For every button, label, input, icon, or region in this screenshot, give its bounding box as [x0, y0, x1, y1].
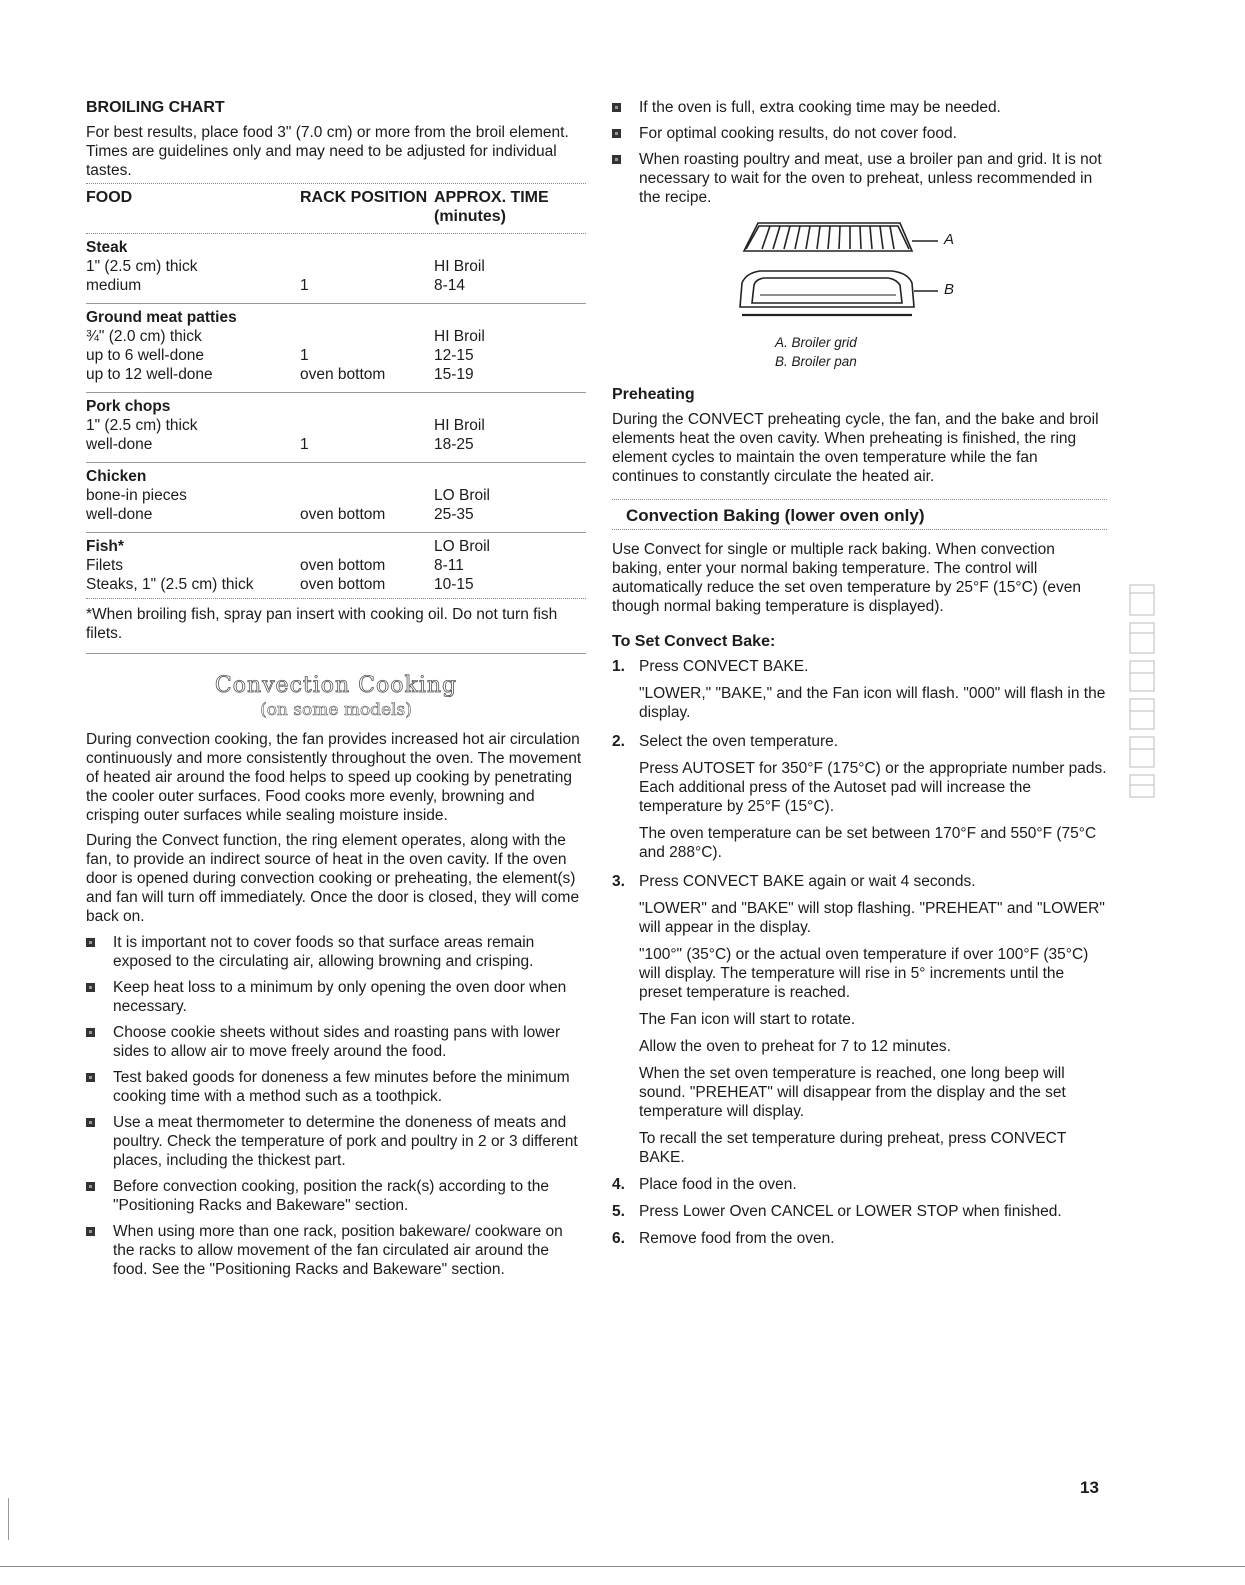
table-row	[86, 556, 586, 575]
step-number: 5.	[612, 1203, 625, 1220]
bullet-text: If the oven is full, extra cooking time may be needed.	[639, 99, 1001, 116]
row-food: well-done	[86, 436, 153, 453]
row-rack: 1	[300, 277, 309, 294]
bullet-text: When using more than one rack, position bakeware/ cookware on the racks to allow movement of the fan circulated air around the food. See the "Positioning Racks and Bakeware" section.	[113, 1223, 563, 1278]
broiling-group	[86, 308, 586, 384]
group-divider	[86, 462, 586, 463]
table-row	[86, 505, 586, 524]
bullet-text: It is important not to cover foods so that surface areas remain exposed to the circulating air, allowing browning and crisping.	[113, 934, 535, 970]
figure-caption-b: B. Broiler pan	[775, 354, 857, 369]
table-row	[86, 575, 586, 594]
row-time: 25-35	[434, 506, 474, 523]
broiler-figure	[612, 219, 1107, 379]
header-rack: RACK POSITION	[300, 189, 428, 206]
table-row	[86, 346, 586, 365]
step-text: Place food in the oven.	[639, 1176, 797, 1193]
bullet-text: Use a meat thermometer to determine the doneness of meats and poultry. Check the temperature of pork and poultry in 2 or 3 different places, including the thickest part.	[113, 1114, 578, 1169]
group-title-time	[434, 308, 586, 327]
row-rack	[300, 486, 434, 505]
row-food: Filets	[86, 557, 124, 574]
bullet-square-icon	[86, 983, 95, 992]
left-column	[86, 98, 586, 1279]
divider	[86, 598, 586, 599]
step-detail: Allow the oven to preheat for 7 to 12 minutes.	[639, 1038, 951, 1055]
row-time: LO Broil	[434, 487, 490, 504]
group-title: Pork chops	[86, 398, 171, 415]
divider	[612, 499, 1107, 500]
group-title: Steak	[86, 239, 128, 256]
step-number: 6.	[612, 1230, 625, 1247]
bullet-square-icon	[612, 103, 621, 112]
page-number: 13	[1080, 1478, 1099, 1497]
step-item	[612, 1175, 1107, 1194]
divider	[612, 529, 1107, 530]
group-title-rack	[300, 308, 434, 327]
table-row	[86, 276, 586, 295]
row-time: 15-19	[434, 366, 474, 383]
list-item	[86, 978, 586, 1016]
row-food: well-done	[86, 506, 153, 523]
row-time: 10-15	[434, 576, 474, 593]
step-detail: The oven temperature can be set between 170°F and 550°F (75°C and 288°C).	[639, 825, 1097, 861]
bullet-square-icon	[86, 1028, 95, 1037]
preheating-text: During the CONVECT preheating cycle, the fan, and the bake and broil elements heat the oven cavity. When preheating is finished, the ring element cycles to maintain the oven temperature while the fan continues to constantly circulate the heated air.	[612, 411, 1099, 485]
row-time: 8-11	[434, 557, 464, 574]
group-title-row	[86, 238, 586, 257]
step-detail: When the set oven temperature is reached, one long beep will sound. "PREHEAT" will disappear from the display and the set temperature will display.	[639, 1065, 1066, 1120]
header-time: APPROX. TIME (minutes)	[434, 189, 549, 225]
bullet-text: For optimal cooking results, do not cover food.	[639, 125, 957, 142]
figure-caption-a: A. Broiler grid	[775, 335, 857, 350]
step-text: Press CONVECT BAKE again or wait 4 seconds.	[639, 873, 976, 890]
row-rack	[300, 257, 434, 276]
divider	[86, 233, 586, 234]
broiler-grid-icon	[744, 223, 938, 251]
step-number: 2.	[612, 733, 625, 750]
row-rack: 1	[300, 347, 309, 364]
step-detail: Press AUTOSET for 350°F (175°C) or the appropriate number pads. Each additional press of the Autoset pad will increase the temperature by 25°F (15°C).	[639, 760, 1107, 815]
table-row	[86, 486, 586, 505]
table-row	[86, 257, 586, 276]
row-time: 8-14	[434, 277, 466, 294]
group-title-time	[434, 397, 586, 416]
step-number: 4.	[612, 1176, 625, 1193]
divider	[86, 183, 586, 184]
row-rack: oven bottom	[300, 366, 386, 383]
broiling-groups	[86, 238, 586, 594]
scan-mark	[8, 1498, 9, 1540]
bullet-text: Choose cookie sheets without sides and roasting pans with lower sides to allow air to move freely around the food.	[113, 1024, 561, 1060]
table-header	[86, 188, 586, 226]
bottom-rule	[0, 1566, 1245, 1567]
row-food: bone-in pieces	[86, 487, 187, 504]
table-row	[86, 365, 586, 384]
side-tab-mark	[1128, 583, 1156, 801]
table-row	[86, 327, 586, 346]
convection-baking-text: Use Convect for single or multiple rack baking. When convection baking, enter your normal baking temperature. The control will automatically reduce the set oven temperature by 25°F (15°C) (even though normal baking temperature is displayed).	[612, 541, 1082, 615]
broiling-group	[86, 467, 586, 524]
row-rack: oven bottom	[300, 506, 386, 523]
list-item	[612, 124, 1107, 143]
step-text: Select the oven temperature.	[639, 733, 839, 750]
broiling-group	[86, 238, 586, 295]
bullet-square-icon	[86, 938, 95, 947]
group-divider	[86, 532, 586, 533]
list-item	[86, 1222, 586, 1279]
step-text: Press CONVECT BAKE.	[639, 658, 809, 675]
step-item	[612, 1229, 1107, 1248]
convection-title: Convection Cooking	[214, 673, 458, 698]
row-food: up to 6 well-done	[86, 347, 205, 364]
bullet-square-icon	[86, 1118, 95, 1127]
convection-baking-title: Convection Baking (lower oven only)	[626, 506, 925, 525]
group-title-row	[86, 467, 586, 486]
group-title: Chicken	[86, 468, 147, 485]
step-item	[612, 732, 1107, 751]
set-convect-bake-title: To Set Convect Bake:	[612, 633, 776, 650]
row-time: HI Broil	[434, 417, 485, 434]
step-text: Press Lower Oven CANCEL or LOWER STOP when finished.	[639, 1203, 1062, 1220]
step-number: 3.	[612, 873, 625, 890]
row-food: 1" (2.5 cm) thick	[86, 258, 198, 275]
broiling-footnote: *When broiling fish, spray pan insert with cooking oil. Do not turn fish filets.	[86, 606, 558, 642]
row-food: up to 12 well-done	[86, 366, 213, 383]
convection-bullets	[86, 933, 586, 1279]
table-row	[86, 416, 586, 435]
row-food: Steaks, 1" (2.5 cm) thick	[86, 576, 254, 593]
broiling-group	[86, 397, 586, 454]
group-title-row	[86, 308, 586, 327]
list-item	[86, 1023, 586, 1061]
list-item	[612, 150, 1107, 207]
row-food: 1" (2.5 cm) thick	[86, 417, 198, 434]
table-row	[86, 435, 586, 454]
row-rack: oven bottom	[300, 557, 386, 574]
bullet-square-icon	[86, 1227, 95, 1236]
right-column	[612, 98, 1107, 1248]
row-food: ¾" (2.0 cm) thick	[86, 328, 202, 345]
list-item	[612, 98, 1107, 117]
bullet-square-icon	[86, 1182, 95, 1191]
row-time: 12-15	[434, 347, 474, 364]
convection-subtitle: (on some models)	[260, 700, 412, 720]
step-item	[612, 872, 1107, 891]
row-rack: oven bottom	[300, 576, 386, 593]
group-divider	[86, 303, 586, 304]
row-rack	[300, 327, 434, 346]
group-title-row	[86, 537, 586, 556]
row-time: 18-25	[434, 436, 474, 453]
row-rack	[300, 416, 434, 435]
broiling-table	[86, 188, 586, 226]
broiler-pan-icon	[740, 271, 938, 315]
step-detail: The Fan icon will start to rotate.	[639, 1011, 856, 1028]
right-bullets	[612, 98, 1107, 207]
row-time: HI Broil	[434, 258, 485, 275]
step-detail: "100°" (35°C) or the actual oven temperature if over 100°F (35°C) will display. The temperature will rise in 5° increments until the preset temperature is reached.	[639, 946, 1089, 1001]
bullet-text: Keep heat loss to a minimum by only opening the oven door when necessary.	[113, 979, 567, 1015]
step-number: 1.	[612, 658, 625, 675]
group-title-time	[434, 238, 586, 257]
broiling-group	[86, 537, 586, 594]
group-title-rack	[300, 397, 434, 416]
list-item	[86, 1068, 586, 1106]
list-item	[86, 1177, 586, 1215]
figure-label-b: B	[944, 281, 955, 298]
group-title-time	[434, 467, 586, 486]
group-title-time: LO Broil	[434, 538, 490, 555]
group-title-rack	[300, 467, 434, 486]
header-food: FOOD	[86, 189, 133, 206]
convection-para-1: During convection cooking, the fan provides increased hot air circulation continuously and more consistently throughout the oven. The movement of heated air around the food helps to speed up cooking by penetrating the cooler outer surfaces. Food cooks more evenly, browning and crisping outer surfaces while sealing moisture inside.	[86, 731, 582, 824]
bullet-text: Before convection cooking, position the rack(s) according to the "Positioning Racks and Bakeware" section.	[113, 1178, 549, 1214]
bullet-square-icon	[612, 155, 621, 164]
row-time: HI Broil	[434, 328, 485, 345]
bullet-text: Test baked goods for doneness a few minutes before the minimum cooking time with a method such as a toothpick.	[113, 1069, 570, 1105]
broiling-chart-title: BROILING CHART	[86, 99, 225, 116]
divider	[86, 653, 586, 654]
group-title-rack	[300, 238, 434, 257]
group-title-row	[86, 397, 586, 416]
group-title-rack	[300, 537, 434, 556]
preheating-title: Preheating	[612, 386, 695, 403]
group-title: Fish*	[86, 538, 124, 555]
row-food: medium	[86, 277, 142, 294]
bullet-text: When roasting poultry and meat, use a broiler pan and grid. It is not necessary to wait for the oven to preheat, unless recommended in the recipe.	[639, 151, 1102, 206]
step-detail: "LOWER," "BAKE," and the Fan icon will flash. "000" will flash in the display.	[639, 685, 1106, 721]
figure-label-a: A	[944, 231, 955, 248]
group-title: Ground meat patties	[86, 309, 237, 326]
convection-para-2: During the Convect function, the ring element operates, along with the fan, to provide an indirect source of heat in the oven cavity. If the oven door is opened during convection cooking or preheating, the element(s) and fan will turn off immediately. Once the door is closed, they will come back on.	[86, 832, 580, 925]
step-detail: To recall the set temperature during preheat, press CONVECT BAKE.	[639, 1130, 1067, 1166]
step-item	[612, 657, 1107, 676]
convect-bake-steps	[612, 657, 1107, 1248]
row-rack: 1	[300, 436, 309, 453]
step-item	[612, 1202, 1107, 1221]
step-detail: "LOWER" and "BAKE" will stop flashing. "PREHEAT" and "LOWER" will appear in the display.	[639, 900, 1105, 936]
bullet-square-icon	[612, 129, 621, 138]
list-item	[86, 1113, 586, 1170]
bullet-square-icon	[86, 1073, 95, 1082]
broiling-intro: For best results, place food 3" (7.0 cm) or more from the broil element. Times are guidelines only and may need to be adjusted for individual tastes.	[86, 124, 569, 179]
step-text: Remove food from the oven.	[639, 1230, 835, 1247]
group-divider	[86, 392, 586, 393]
list-item	[86, 933, 586, 971]
